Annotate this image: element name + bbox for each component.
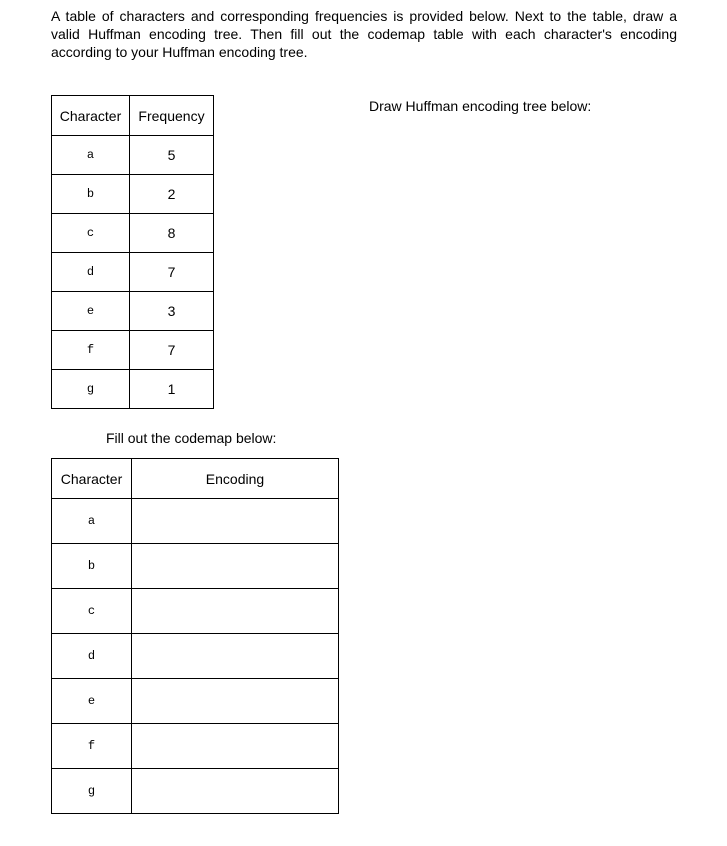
frequency-header-character: Character <box>52 96 130 136</box>
frequency-char-cell: g <box>52 370 130 409</box>
codemap-table-row <box>52 634 339 679</box>
frequency-value-cell: 3 <box>130 292 214 331</box>
codemap-char-cell: g <box>52 769 132 814</box>
frequency-char-cell: b <box>52 175 130 214</box>
frequency-table-row <box>52 214 214 253</box>
frequency-table-row <box>52 175 214 214</box>
frequency-value-cell: 2 <box>130 175 214 214</box>
frequency-table-row <box>52 136 214 175</box>
frequency-table-row <box>52 370 214 409</box>
codemap-table-row <box>52 679 339 724</box>
frequency-table-row <box>52 292 214 331</box>
frequency-table-row <box>52 253 214 292</box>
frequency-table <box>51 95 214 409</box>
frequency-value-cell: 7 <box>130 331 214 370</box>
codemap-char-cell: a <box>52 499 132 544</box>
frequency-value-cell: 5 <box>130 136 214 175</box>
frequency-char-cell: f <box>52 331 130 370</box>
codemap-encoding-cell[interactable] <box>132 634 339 679</box>
tree-drawing-prompt: Draw Huffman encoding tree below: <box>369 98 592 114</box>
codemap-char-cell: b <box>52 544 132 589</box>
frequency-header-frequency: Frequency <box>130 96 214 136</box>
codemap-encoding-cell[interactable] <box>132 499 339 544</box>
codemap-table-row <box>52 589 339 634</box>
codemap-char-cell: d <box>52 634 132 679</box>
frequency-value-cell: 7 <box>130 253 214 292</box>
codemap-table-row <box>52 499 339 544</box>
frequency-value-cell: 8 <box>130 214 214 253</box>
codemap-encoding-cell[interactable] <box>132 679 339 724</box>
codemap-encoding-cell[interactable] <box>132 769 339 814</box>
frequency-table-header-row <box>52 96 214 136</box>
codemap-table-row <box>52 544 339 589</box>
codemap-encoding-cell[interactable] <box>132 544 339 589</box>
frequency-char-cell: e <box>52 292 130 331</box>
codemap-table-header-row <box>52 459 339 499</box>
codemap-encoding-cell[interactable] <box>132 589 339 634</box>
codemap-char-cell: e <box>52 679 132 724</box>
codemap-char-cell: c <box>52 589 132 634</box>
codemap-table-row <box>52 769 339 814</box>
codemap-table <box>51 458 339 814</box>
codemap-encoding-cell[interactable] <box>132 724 339 769</box>
frequency-char-cell: c <box>52 214 130 253</box>
codemap-char-cell: f <box>52 724 132 769</box>
codemap-header-character: Character <box>52 459 132 499</box>
frequency-table-row <box>52 331 214 370</box>
codemap-header-encoding: Encoding <box>132 459 339 499</box>
codemap-prompt: Fill out the codemap below: <box>106 430 277 446</box>
frequency-char-cell: a <box>52 136 130 175</box>
codemap-table-row <box>52 724 339 769</box>
frequency-value-cell: 1 <box>130 370 214 409</box>
instructions-paragraph: A table of characters and corresponding frequencies is provided below. Next to the table, draw a valid Huffman encoding tree. Then fill out the codemap table with each character's encoding according to your Huffman encoding tree. <box>51 8 677 60</box>
frequency-char-cell: d <box>52 253 130 292</box>
